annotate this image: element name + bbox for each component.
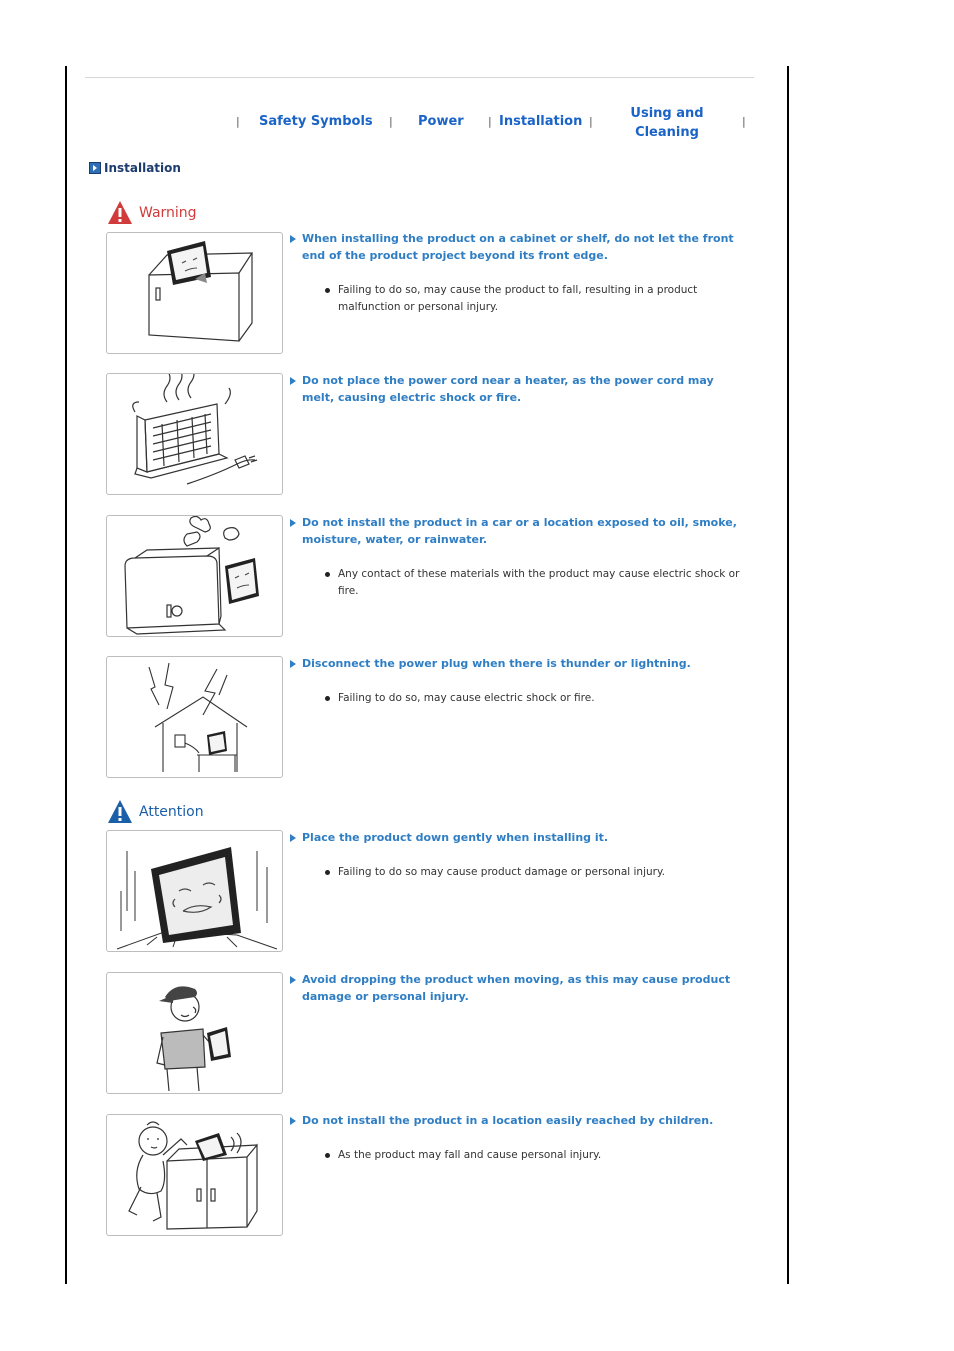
nav-separator: | (236, 115, 240, 128)
lightning-illustration (106, 656, 283, 778)
instruction-title-text: Do not install the product in a car or a location exposed to oil, smoke, moisture, water, or rainwater. (302, 516, 737, 546)
instruction-bullets (290, 864, 745, 881)
bullet-arrow-icon (290, 235, 296, 243)
nav-separator: | (389, 115, 393, 128)
instruction-title-text: Avoid dropping the product when moving, as this may cause product damage or personal injury. (302, 973, 731, 1003)
top-navigation (0, 100, 954, 144)
instruction-title-text: Disconnect the power plug when there is thunder or lightning. (302, 657, 691, 670)
instruction-item (290, 514, 745, 600)
nav-link-line: Cleaning (635, 125, 699, 140)
cabinet-illustration (106, 232, 283, 354)
cabinet-illustration-icon (107, 233, 282, 353)
bullet-arrow-icon (290, 976, 296, 984)
warning-label: Warning (139, 205, 197, 221)
instruction-bullets (290, 690, 745, 707)
instruction-bullets (290, 282, 745, 316)
attention-label: Attention (139, 804, 204, 820)
child-illustration-icon (107, 1115, 282, 1235)
bullet-arrow-icon (290, 660, 296, 668)
instruction-title (290, 971, 745, 1005)
attention-header (107, 799, 204, 825)
instruction-bullet: As the product may fall and cause personal injury. (338, 1147, 745, 1164)
lightning-illustration-icon (107, 657, 282, 777)
dropped-frame-illustration-icon (107, 831, 282, 951)
attention-icon (107, 799, 133, 825)
warning-icon (107, 200, 133, 226)
heater-illustration (106, 373, 283, 495)
instruction-title-text: Do not place the power cord near a heater, as the power cord may melt, causing electric shock or fire. (302, 374, 714, 404)
nav-link-line: Using and (630, 106, 704, 121)
page-border-right (787, 66, 789, 1284)
nav-link-safety-symbols[interactable]: Safety Symbols (259, 114, 373, 129)
nav-link-using-and-cleaning[interactable] (625, 104, 709, 142)
bullet-arrow-icon (290, 519, 296, 527)
section-title: Installation (104, 161, 181, 175)
header-rule (85, 77, 754, 78)
bullet-arrow-icon (290, 1117, 296, 1125)
bullet-arrow-icon (290, 834, 296, 842)
instruction-item (290, 230, 745, 316)
instruction-item (290, 655, 745, 707)
instruction-item (290, 372, 745, 406)
instruction-bullet: Failing to do so, may cause electric shock or fire. (338, 690, 745, 707)
instruction-title (290, 372, 745, 406)
instruction-title (290, 829, 745, 846)
person-carrying-illustration (106, 972, 283, 1094)
instruction-title-text: Place the product down gently when installing it. (302, 831, 609, 844)
warning-header (107, 200, 197, 226)
humidifier-illustration (106, 515, 283, 637)
humidifier-illustration-icon (107, 516, 282, 636)
dropped-frame-illustration (106, 830, 283, 952)
instruction-bullets (290, 566, 745, 600)
instruction-item (290, 1112, 745, 1164)
nav-link-power[interactable]: Power (418, 114, 464, 129)
instruction-bullets (290, 1147, 745, 1164)
instruction-title-text: Do not install the product in a location easily reached by children. (302, 1114, 714, 1127)
heater-illustration-icon (107, 374, 282, 494)
instruction-title (290, 655, 745, 672)
nav-link-installation[interactable]: Installation (499, 114, 583, 129)
instruction-bullet: Any contact of these materials with the product may cause electric shock or fire. (338, 566, 745, 600)
instruction-item (290, 971, 745, 1005)
instruction-bullet: Failing to do so, may cause the product to fall, resulting in a product malfunction or personal injury. (338, 282, 745, 316)
nav-separator: | (742, 115, 746, 128)
bullet-arrow-icon (290, 377, 296, 385)
instruction-title (290, 230, 745, 264)
instruction-bullet: Failing to do so may cause product damage or personal injury. (338, 864, 745, 881)
instruction-title (290, 1112, 745, 1129)
instruction-title-text: When installing the product on a cabinet or shelf, do not let the front end of the product project beyond its front edge. (302, 232, 734, 262)
person-carrying-illustration-icon (107, 973, 282, 1093)
nav-separator: | (488, 115, 492, 128)
nav-separator: | (589, 115, 593, 128)
instruction-item (290, 829, 745, 881)
section-heading (89, 161, 181, 175)
instruction-title (290, 514, 745, 548)
section-arrow-icon (89, 162, 101, 174)
child-illustration (106, 1114, 283, 1236)
page-border-left (65, 66, 67, 1284)
